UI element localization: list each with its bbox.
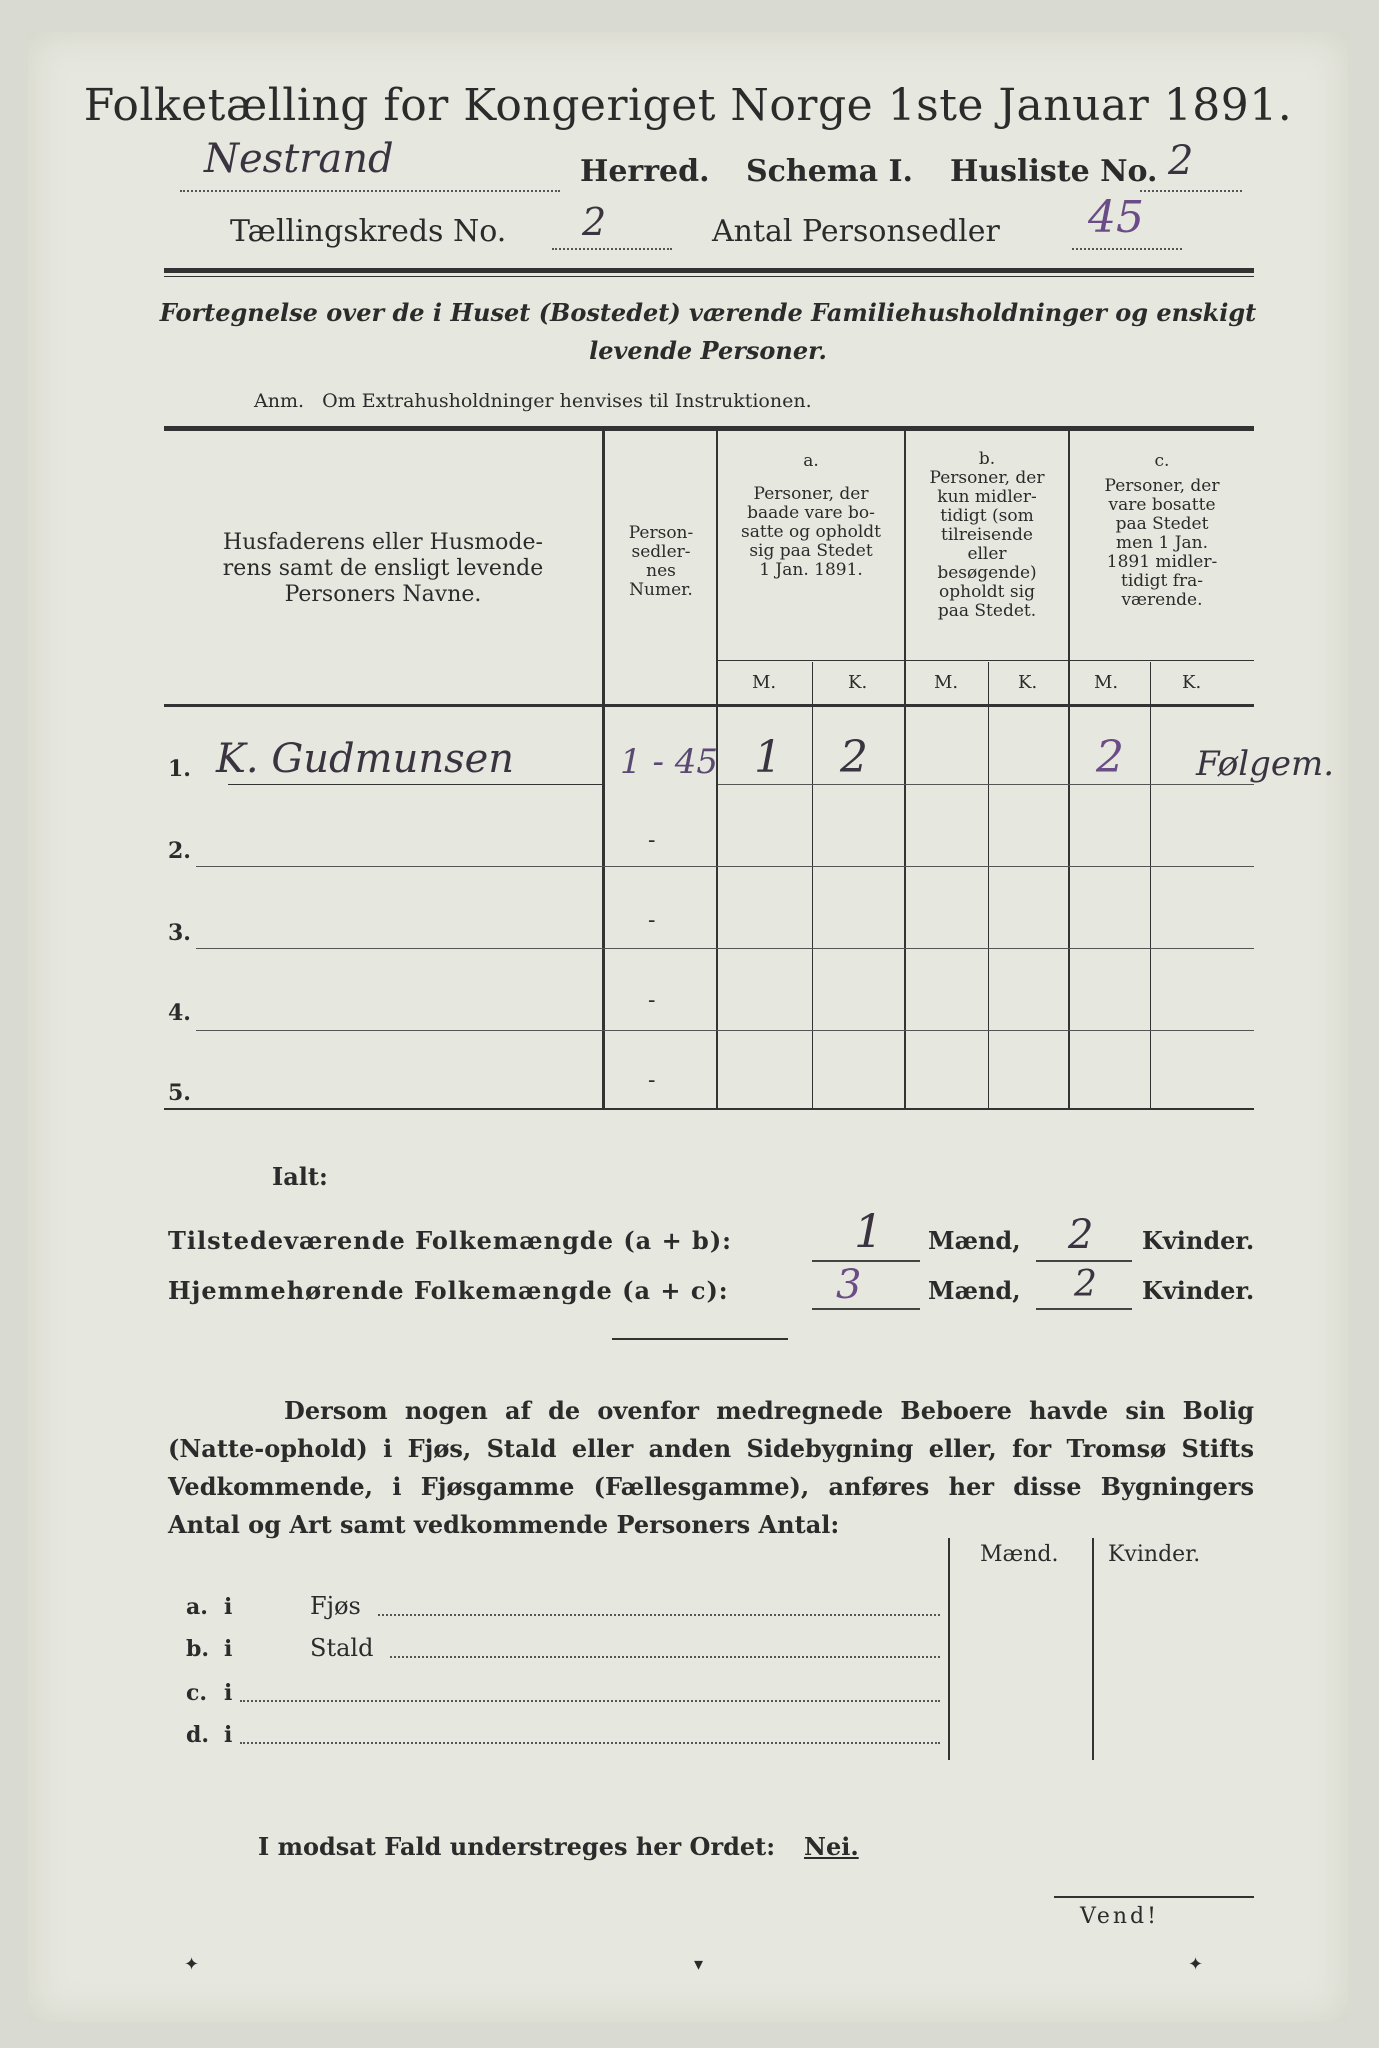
bolig-b-label: Stald	[310, 1634, 374, 1662]
row-1-line	[228, 784, 604, 785]
bolig-c-letter: c.	[186, 1680, 208, 1706]
table-top-rule	[164, 426, 1254, 431]
row-1-cells-line	[718, 784, 1254, 785]
vend-rule	[1054, 1896, 1254, 1898]
col-num-header: Person- sedler- nes Numer.	[628, 523, 694, 600]
row-4-no: 4.	[168, 1000, 191, 1026]
row-2-num: -	[648, 828, 656, 853]
bolig-c-field[interactable]	[240, 1690, 940, 1702]
bolig-kvinder-header: Kvinder.	[1108, 1542, 1201, 1567]
modsat-label: I modsat Fald understreges her Ordet:	[258, 1832, 776, 1861]
bolig-vline-1	[948, 1538, 950, 1760]
row-5-no: 5.	[168, 1080, 191, 1106]
col-c-header: c. Personer, der vare bosatte paa Stedet men 1 Jan. 1891 midler- tidigt fra- værende.	[1104, 451, 1220, 610]
a-k-label: K.	[848, 672, 868, 693]
row-1-num: 1 - 45	[620, 742, 718, 782]
row-1-name: K. Gudmunsen	[216, 736, 515, 782]
hjem-m-value: 3	[836, 1262, 862, 1308]
schema-label: Schema I.	[746, 154, 913, 189]
vline-b-mk	[988, 662, 989, 1110]
tilst-k-field[interactable]	[1036, 1260, 1132, 1262]
tilst-maend: Mænd,	[928, 1226, 1021, 1255]
bolig-a-letter: a.	[186, 1594, 208, 1620]
row-4-line	[196, 1030, 1254, 1031]
row-3-no: 3.	[168, 920, 191, 946]
tilst-k-value: 2	[1068, 1212, 1094, 1258]
tilst-kvinder: Kvinder.	[1142, 1226, 1255, 1255]
kreds-value: 2	[582, 200, 607, 244]
bolig-c-i: i	[224, 1680, 233, 1706]
kreds-label: Tællingskreds No.	[230, 214, 507, 249]
row-1-a-k: 2	[840, 732, 868, 783]
vend-label: Vend!	[1080, 1904, 1159, 1929]
bolig-d-field[interactable]	[240, 1732, 940, 1744]
vline-name	[602, 430, 605, 1110]
bolig-a-field[interactable]	[378, 1604, 940, 1616]
herred-value: Nestrand	[204, 136, 394, 182]
table-head-bottom-rule	[164, 704, 1254, 707]
row-2-no: 2.	[168, 838, 191, 864]
intro-line-2: levende Personer.	[589, 336, 827, 365]
row-1-a-m: 1	[754, 732, 782, 783]
hjem-m-field[interactable]	[812, 1308, 920, 1310]
hjem-k-field[interactable]	[1036, 1308, 1132, 1310]
tilst-m-value: 1	[854, 1204, 884, 1258]
hjem-k-value: 2	[1074, 1264, 1097, 1305]
bolig-d-i: i	[224, 1722, 233, 1748]
bolig-d-letter: d.	[186, 1722, 210, 1748]
form-title: Folketælling for Kongeriget Norge 1ste Januar 1891.	[83, 80, 1293, 131]
vline-a-mk	[812, 662, 813, 1110]
header-thin-rule	[164, 276, 1254, 277]
col-name-header: Husfaderens eller Husmode- rens samt de ensligt levende Personers Navne.	[222, 530, 544, 607]
hjem-maend: Mænd,	[928, 1276, 1021, 1305]
tilst-m-field[interactable]	[812, 1260, 920, 1262]
table-bottom-rule	[164, 1108, 1254, 1110]
col-a-header: a. Personer, der baade vare bo- satte og opholdt sig paa Stedet 1 Jan. 1891.	[741, 451, 881, 580]
col-b-header: b. Personer, der kun midler- tidigt (som tilreisende eller besøgende) opholdt sig paa Stedet.	[929, 449, 1045, 621]
c-m-label: M.	[1094, 672, 1119, 693]
husliste-label: Husliste No.	[950, 154, 1158, 189]
ialt-label: Ialt:	[272, 1162, 328, 1191]
bolig-a-label: Fjøs	[310, 1592, 361, 1620]
row-1-note: Følgem.	[1196, 744, 1335, 784]
husliste-value: 2	[1168, 138, 1194, 184]
bolig-maend-header: Mænd.	[980, 1542, 1059, 1567]
row-2-line	[196, 866, 1254, 867]
personsedler-value: 45	[1088, 192, 1144, 243]
bolig-b-field[interactable]	[390, 1646, 940, 1658]
modsat-word[interactable]: Nei.	[804, 1832, 859, 1861]
header-double-rule	[164, 268, 1254, 273]
row-4-num: -	[648, 988, 656, 1013]
bolig-b-letter: b.	[186, 1636, 210, 1662]
row-1-no: 1.	[168, 756, 191, 782]
bolig-a-i: i	[224, 1594, 233, 1620]
row-3-num: -	[648, 908, 656, 933]
hjem-label: Hjemmehørende Folkemængde (a + c):	[168, 1276, 729, 1305]
bolig-b-i: i	[224, 1636, 233, 1662]
personsedler-label: Antal Personsedler	[712, 214, 1000, 249]
separator-rule	[612, 1338, 788, 1340]
row-3-line	[196, 948, 1254, 949]
bolig-vline-2	[1092, 1538, 1094, 1760]
b-k-label: K.	[1018, 672, 1038, 693]
corner-mark-right: ✦	[1188, 1954, 1204, 1975]
row-1-c-m: 2	[1096, 732, 1124, 783]
census-form-sheet	[28, 32, 1348, 2022]
row-5-num: -	[648, 1068, 656, 1093]
herred-label: Herred.	[580, 154, 710, 189]
vline-c-mk	[1150, 662, 1151, 1110]
mk-rule	[718, 660, 1254, 661]
anm-note: Anm. Om Extrahusholdninger henvises til Instruktionen.	[254, 390, 812, 412]
c-k-label: K.	[1182, 672, 1202, 693]
corner-mark-center: ▾	[694, 1954, 704, 1975]
a-m-label: M.	[752, 672, 777, 693]
bolig-paragraph: Dersom nogen af de ovenfor medregnede Beboere havde sin Bolig (Natte-ophold) i Fjøs, Stald eller anden Sidebygning eller, for Tromsø Stifts Vedkommende, i Fjøsgamme (Fællesgamme), anføres her disse Bygningers Antal og Art samt vedkommende Personers Antal:	[168, 1396, 1254, 1539]
kreds-field[interactable]	[552, 218, 672, 250]
hjem-kvinder: Kvinder.	[1142, 1276, 1255, 1305]
tilst-label: Tilstedeværende Folkemængde (a + b):	[168, 1226, 733, 1255]
intro-line-1: Fortegnelse over de i Huset (Bostedet) værende Familiehusholdninger og enskigt	[159, 298, 1257, 327]
b-m-label: M.	[934, 672, 959, 693]
corner-mark-left: ✦	[184, 1954, 200, 1975]
